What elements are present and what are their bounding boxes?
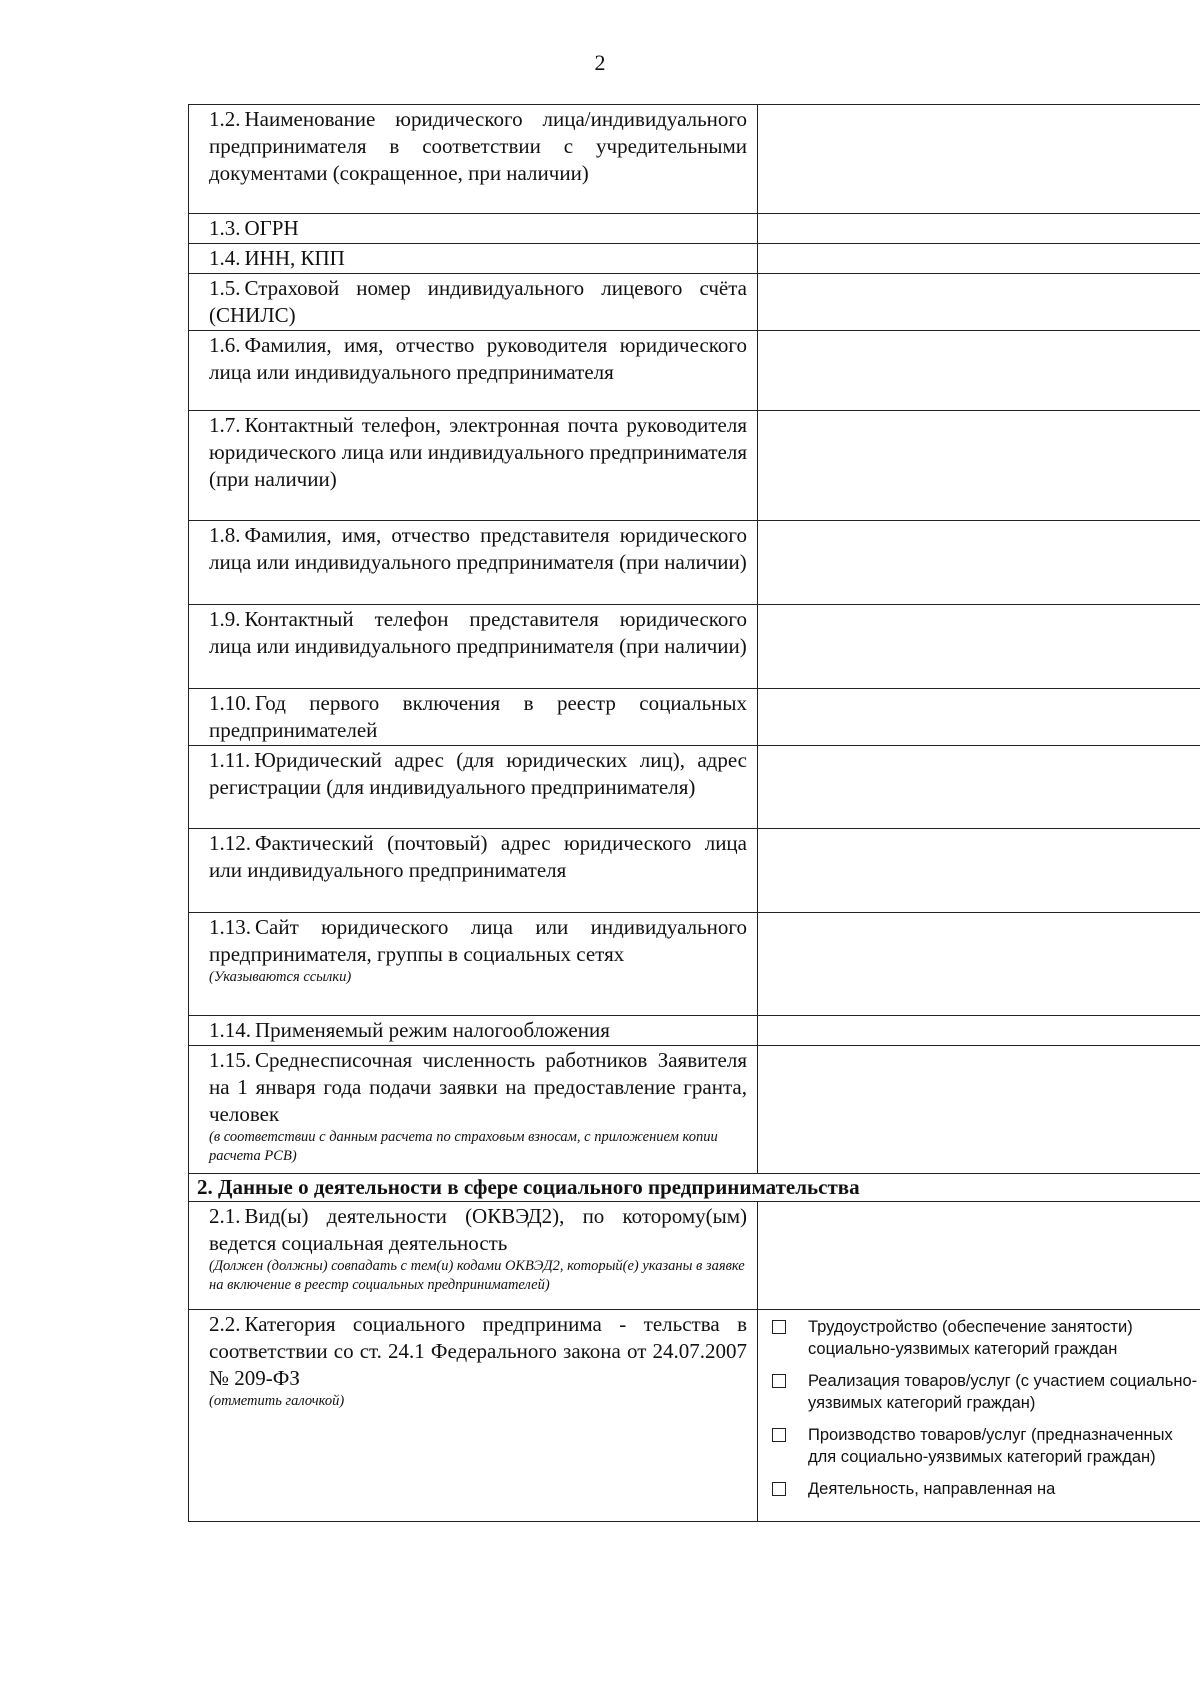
row-label-cell bbox=[189, 1016, 758, 1046]
row-2-2-options-cell bbox=[758, 1310, 1200, 1522]
checkbox[interactable] bbox=[772, 1428, 786, 1442]
row-value-field[interactable] bbox=[758, 605, 1200, 689]
row-2-2-number: 2.2. bbox=[209, 1312, 241, 1336]
row-text: Фамилия, имя, отчество руководителя юридического лица или индивидуального предпринимателя bbox=[209, 333, 747, 384]
application-form-table bbox=[188, 104, 1200, 1522]
row-label bbox=[209, 332, 747, 386]
row-number: 1.4. bbox=[209, 246, 241, 270]
category-option-label: Деятельность, направленная на bbox=[808, 1480, 1056, 1498]
row-label bbox=[209, 275, 747, 329]
section-2-title: 2. Данные о деятельности в сфере социального предпринимательства bbox=[189, 1174, 1200, 1202]
row-text: Контактный телефон представителя юридического лица или индивидуального предпринимателя (при наличии) bbox=[209, 607, 747, 658]
row-label-cell bbox=[189, 689, 758, 746]
form-row bbox=[189, 521, 1200, 605]
form-row bbox=[189, 331, 1200, 411]
checkbox[interactable] bbox=[772, 1320, 786, 1334]
row-label-cell bbox=[189, 1046, 758, 1174]
row-text: Фамилия, имя, отчество представителя юридического лица или индивидуального предпринимателя (при наличии) bbox=[209, 523, 747, 574]
row-label bbox=[209, 245, 747, 272]
row-label-cell bbox=[189, 411, 758, 521]
row-number: 1.7. bbox=[209, 413, 241, 437]
row-label bbox=[209, 747, 747, 801]
category-option-label: Реализация товаров/услуг (с участием социально-уязвимых категорий граждан) bbox=[808, 1372, 1198, 1412]
row-value-field[interactable] bbox=[758, 829, 1200, 913]
row-label bbox=[209, 522, 747, 576]
row-value-field[interactable] bbox=[758, 274, 1200, 331]
form-row bbox=[189, 913, 1200, 1016]
row-text: Применяемый режим налогообложения bbox=[255, 1018, 610, 1042]
row-label-cell bbox=[189, 521, 758, 605]
category-options bbox=[758, 1310, 1200, 1504]
row-2-1-hint: (Должен (должны) совпадать с тем(и) кодами ОКВЭД2, который(е) указаны в заявке на включение в реестр социальных предпринимателей) bbox=[209, 1258, 745, 1293]
row-number: 1.11. bbox=[209, 748, 251, 772]
row-2-1-number: 2.1. bbox=[209, 1204, 241, 1228]
row-text: Страховой номер индивидуального лицевого счёта (СНИЛС) bbox=[209, 276, 747, 327]
row-text: Наименование юридического лица/индивидуального предпринимателя в соответствии с учредительными документами (сокращенное, при наличии) bbox=[209, 107, 747, 185]
row-number: 1.2. bbox=[209, 107, 241, 131]
row-label-cell bbox=[189, 605, 758, 689]
form-row bbox=[189, 214, 1200, 244]
row-number: 1.10. bbox=[209, 691, 251, 715]
row-label bbox=[209, 1017, 747, 1044]
form-row bbox=[189, 746, 1200, 829]
form-row bbox=[189, 605, 1200, 689]
row-value-field[interactable] bbox=[758, 1046, 1200, 1174]
category-option bbox=[758, 1364, 1200, 1418]
row-text: Контактный телефон, электронная почта руководителя юридического лица или индивидуального предпринимателя (при наличии) bbox=[209, 413, 747, 491]
row-value-field[interactable] bbox=[758, 913, 1200, 1016]
row-label bbox=[209, 690, 747, 744]
row-text: Фактический (почтовый) адрес юридического лица или индивидуального предпринимателя bbox=[209, 831, 747, 882]
row-text: Сайт юридического лица или индивидуального предпринимателя, группы в социальных сетях bbox=[209, 915, 747, 966]
row-2-2-hint: (отметить галочкой) bbox=[209, 1393, 345, 1409]
form-row-2-1 bbox=[189, 1202, 1200, 1310]
row-text: ОГРН bbox=[244, 216, 299, 240]
row-2-2-label-cell bbox=[189, 1310, 758, 1522]
row-number: 1.12. bbox=[209, 831, 251, 855]
row-2-2-label bbox=[209, 1311, 747, 1392]
row-label-cell bbox=[189, 829, 758, 913]
row-number: 1.14. bbox=[209, 1018, 251, 1042]
row-number: 1.9. bbox=[209, 607, 241, 631]
category-option bbox=[758, 1418, 1200, 1472]
row-2-1-text: Вид(ы) деятельности (ОКВЭД2), по которому(ым) ведется социальная деятельность bbox=[209, 1204, 747, 1255]
row-value-field[interactable] bbox=[758, 214, 1200, 244]
row-text: Среднесписочная численность работников Заявителя на 1 января года подачи заявки на предоставление гранта, человек bbox=[209, 1048, 747, 1126]
row-number: 1.6. bbox=[209, 333, 241, 357]
category-option-label: Трудоустройство (обеспечение занятости) социально-уязвимых категорий граждан bbox=[808, 1318, 1133, 1358]
row-label bbox=[209, 1047, 747, 1128]
row-label bbox=[209, 215, 747, 242]
row-2-1-value-field[interactable] bbox=[758, 1202, 1200, 1310]
form-rows bbox=[189, 105, 1200, 1174]
row-number: 1.5. bbox=[209, 276, 241, 300]
row-value-field[interactable] bbox=[758, 244, 1200, 274]
form-row bbox=[189, 411, 1200, 521]
row-label bbox=[209, 914, 747, 968]
row-value-field[interactable] bbox=[758, 331, 1200, 411]
form-row-2-2 bbox=[189, 1310, 1200, 1522]
row-label bbox=[209, 830, 747, 884]
form-row bbox=[189, 105, 1200, 214]
category-option bbox=[758, 1310, 1200, 1364]
row-2-1-label-cell bbox=[189, 1202, 758, 1310]
checkbox[interactable] bbox=[772, 1482, 786, 1496]
row-label-cell bbox=[189, 746, 758, 829]
row-text: Год первого включения в реестр социальных предпринимателей bbox=[209, 691, 747, 742]
row-label-cell bbox=[189, 244, 758, 274]
row-text: Юридический адрес (для юридических лиц), адрес регистрации (для индивидуального предпринимателя) bbox=[209, 748, 747, 799]
form-row bbox=[189, 1016, 1200, 1046]
row-number: 1.15. bbox=[209, 1048, 251, 1072]
row-label-cell bbox=[189, 913, 758, 1016]
row-number: 1.3. bbox=[209, 216, 241, 240]
row-value-field[interactable] bbox=[758, 105, 1200, 214]
section-2 bbox=[189, 1174, 1200, 1522]
checkbox[interactable] bbox=[772, 1374, 786, 1388]
category-option-label: Производство товаров/услуг (предназначенных для социально-уязвимых категорий граждан) bbox=[808, 1426, 1173, 1466]
row-value-field[interactable] bbox=[758, 521, 1200, 605]
row-text: ИНН, КПП bbox=[244, 246, 345, 270]
row-label-cell bbox=[189, 274, 758, 331]
form-row bbox=[189, 1046, 1200, 1174]
row-number: 1.13. bbox=[209, 915, 251, 939]
page-number: 2 bbox=[594, 50, 606, 75]
form-row bbox=[189, 829, 1200, 913]
row-label bbox=[209, 606, 747, 660]
form-row bbox=[189, 689, 1200, 746]
row-value-field[interactable] bbox=[758, 689, 1200, 746]
row-value-field[interactable] bbox=[758, 746, 1200, 829]
form-row bbox=[189, 274, 1200, 331]
section-2-header-row bbox=[189, 1174, 1200, 1202]
row-label bbox=[209, 106, 747, 187]
category-option bbox=[758, 1472, 1200, 1504]
row-label-cell bbox=[189, 331, 758, 411]
row-2-2-text: Категория социального предпринима - тельства в соответствии со ст. 24.1 Федерального закона от 24.07.2007 № 209-ФЗ bbox=[209, 1312, 747, 1390]
row-value-field[interactable] bbox=[758, 1016, 1200, 1046]
row-hint: (Указываются ссылки) bbox=[209, 969, 352, 985]
row-value-field[interactable] bbox=[758, 411, 1200, 521]
row-hint: (в соответствии с данным расчета по страховым взносам, с приложением копии расчета РСВ) bbox=[209, 1129, 718, 1164]
form-row bbox=[189, 244, 1200, 274]
row-label bbox=[209, 412, 747, 493]
row-number: 1.8. bbox=[209, 523, 241, 547]
row-label-cell bbox=[189, 105, 758, 214]
row-label-cell bbox=[189, 214, 758, 244]
row-2-1-label bbox=[209, 1203, 747, 1257]
